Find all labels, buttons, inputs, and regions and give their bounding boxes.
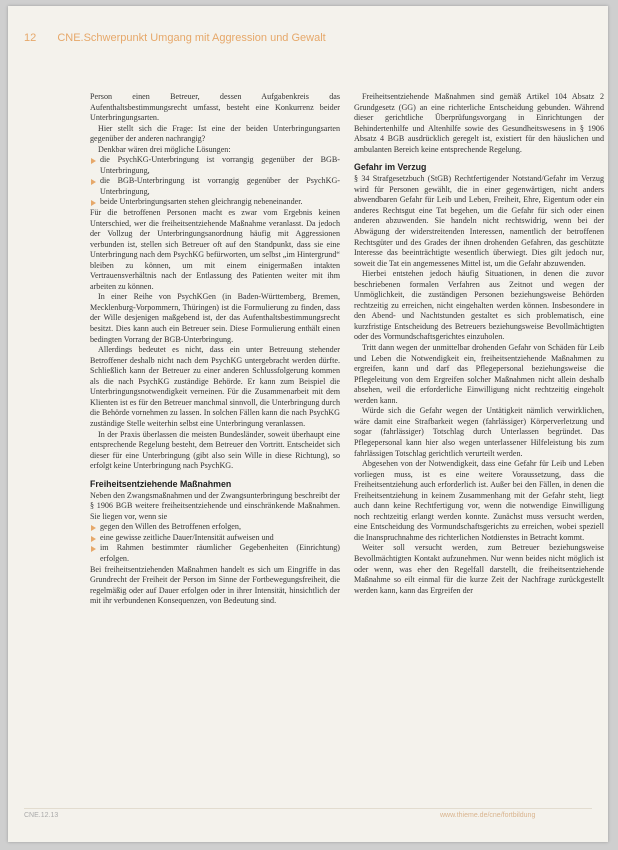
paragraph: Denkbar wären drei mögliche Lösungen: xyxy=(98,144,231,154)
paragraph: In der Praxis überlassen die meisten Bundesländer, soweit überhaupt eine entsprechende Regelung besteht, dem Betreuer den Vortritt. Entscheidet sich dieser für eine Unterbringung (gibt also sein Wille in diese Richtung), so erfolgt keine Unterbringung nach PsychKG. xyxy=(90,429,340,471)
list-item: im Rahmen bestimmter räumlicher Gegebenheiten (Einrichtung) erfolgen. xyxy=(100,543,340,563)
paragraph: In einer Reihe von PsychKGen (in Baden-Württemberg, Bremen, Mecklenburg-Vorpommern, Thüringen) ist die Formulierung zu finden, dass der Wille desjenigen maßgebend ist, der das Aufenthaltsbestimmungsrecht besitzt. Dies kann auch ein Betreuer sein. Diese Formulierung enthält einen bedingten Vorrang der BGB-Unterbringung. xyxy=(90,292,340,344)
paragraph: Weiter soll versucht werden, zum Betreuer beziehungsweise Bevollmächtigten Kontakt aufzunehmen. Nur wenn beides nicht möglich ist oder wenn, was eher den Regelfall darstellt, die freiheitsentziehende Maßnahme so eilt einmal für die kurze Zeit der Nachfrage zurückgestellt werden kann, kann das Ergreifen der xyxy=(354,543,604,595)
left-column xyxy=(90,92,340,607)
paragraph: Hierbei entstehen jedoch häufig Situationen, in denen die zuvor beschriebenen formalen Verfahren aus Zeitnot und wegen der Unmöglichkeit, die zuständigen Personen beziehungsweise Behörden rechtzeitig zu erreichen, nicht eingehalten werden können. Insbesondere in den Abend- und Nachtstunden gestaltet es sich problematisch, eine kurzfristige Entscheidung des Betreuers beziehungsweise Bevollmächtigten oder des Vormundschaftsgerichtes einzuholen. xyxy=(354,269,604,342)
paragraph: Allerdings bedeutet es nicht, dass ein unter Betreuung stehender Betroffener deshalb nicht nach dem PsychKG untergebracht werden dürfte. Schließlich kann der Betreuer zu einer anderen Schlussfolgerung kommen als die nach PsychKG zuständige Behörde. Er kann zum Beispiel die Unterbringungsnotwendigkeit verneinen. Für die Zusammenarbeit mit dem Klienten ist es für den Betreuer manchmal sinnvoll, die Unterbringung durch die Behörde vornehmen zu lassen. In solchen Fällen kann die nach PsychKG zuständige Stelle weiterhin selbst eine Unterbringung veranlassen. xyxy=(90,345,340,428)
list-item: eine gewisse zeitliche Dauer/Intensität aufweisen und xyxy=(100,533,340,544)
list-item: die PsychKG-Unterbringung ist vorrangig gegenüber der BGB-Unterbringung, xyxy=(100,155,340,175)
list-item: beide Unterbringungsarten stehen gleichrangig nebeneinander. xyxy=(100,197,340,208)
paragraph: Hier stellt sich die Frage: Ist eine der beiden Unterbringungsarten gegenüber der anderen nachrangig? xyxy=(90,123,340,144)
list-item: gegen den Willen des Betroffenen erfolgen, xyxy=(100,522,340,533)
paragraph: § 34 Strafgesetzbuch (StGB) Rechtfertigender Notstand/Gefahr im Verzug wird für Personen gewählt, die in einer gegenwärtigen, nicht anders abwendbaren Gefahr für Leib und Leben, Freiheit, Ehre, Eigentum oder ein anderes Rechtsgut eine Tat begehen, um die Gefahr für sich oder einen anderen abzuwenden. Sie handeln nicht rechtswidrig, wenn bei der Abwägung der widerstreitenden Interessen, namentlich der betroffenen Rechtsgüter und des Grades der ihnen drohenden Gefahren, das geschützte Interesse das beeinträchtigte wesentlich überwiegt. Dies gilt jedoch nur, soweit die Tat ein angemessenes Mittel ist, um die Gefahr abzuwenden. xyxy=(354,174,604,268)
paragraph: Würde sich die Gefahr wegen der Untätigkeit nämlich verwirklichen, wäre damit eine Strafbarkeit wegen (fahrlässiger) Körperverletzung und sogar (fahrlässiger) Totschlag durch Unterlassen begründet. Das Pflegepersonal kann hier also wegen unterlassener Hilfeleistung bis zum fahrlässigen Totschlag gerichtlich verurteilt werden. xyxy=(354,406,604,458)
bullet-list xyxy=(90,522,340,564)
paragraph: Für die betroffenen Personen macht es zwar vom Ergebnis keinen Unterschied, wer die freiheitsentziehende Maßnahme veranlasst. Da jedoch der Vollzug der Unterbringungsanordnung häufig mit Aggressionen verbunden ist, stellen sich Betreuer oft auf den Standpunkt, dass sie eine Unterbringung nach dem PsychKG befürworten, um selbst „im Hintergrund“ bleiben zu können, um mit einem einigermaßen intakten Vertrauensverhältnis nach der Entlassung des Patienten weiter mit ihm arbeiten zu können. xyxy=(90,208,340,291)
footer-url: www.thieme.de/cne/fortbildung xyxy=(440,812,536,819)
section-heading: Gefahr im Verzug xyxy=(354,162,427,173)
running-header xyxy=(24,32,424,48)
list-item: die BGB-Unterbringung ist vorrangig gegenüber der PsychKG-Unterbringung, xyxy=(100,176,340,196)
paragraph: Abgesehen von der Notwendigkeit, dass eine Gefahr für Leib und Leben vorliegen muss, ist es eine weitere Voraussetzung, dass die Freiheitsentziehung auch erforderlich ist. Außer bei den Fällen, in denen die Freiheitsentziehung in keinem Zusammenhang mit der Gefahr steht, liegt auch dann keine Rechtfertigung vor, wenn die notwendige Einwilligung noch rechtzeitig erlangt werden konnte. Zunächst muss versucht werden, eine Entscheidung des Vormundschaftsgerichts zu erreichen, wobei speziell die Inanspruchnahme des richterlichen Notdienstes in Betracht kommt. xyxy=(354,459,604,542)
header-title: CNE.Schwerpunkt Umgang mit Aggression und Gewalt xyxy=(57,32,326,44)
paragraph: Freiheitsentziehende Maßnahmen sind gemäß Artikel 104 Absatz 2 Grundgesetz (GG) an eine richterliche Entscheidung gebunden. Während dieser gerichtliche Überprüfungsvorgang in Einrichtungen der Behindertenhilfe und Altenhilfe sowie des Gesundheitswesens in § 1906 Absatz 4 BGB ausdrücklich geregelt ist, existiert für den häuslichen und ambulanten Bereich keine entsprechende Regelung. xyxy=(354,92,604,154)
paragraph: Person einen Betreuer, dessen Aufgabenkreis das Aufenthaltsbestimmungsrecht umfasst, besteht eine Konkurrenz beider Unterbringungsarten. xyxy=(90,92,340,123)
paragraph: Bei freiheitsentziehenden Maßnahmen handelt es sich um Eingriffe in das Grundrecht der Freiheit der Person im Sinne der Fortbewegungsfreiheit, die regelmäßig oder auf Dauer erfolgen oder in ihrer Intensität, hinsichtlich der mit ihr verbundenen Konsequenzen, von Bedeutung sind. xyxy=(90,564,340,606)
paragraph: Neben den Zwangsmaßnahmen und der Zwangsunterbringung beschreibt der § 1906 BGB weitere freiheitsentziehende und einschränkende Maßnahmen. Sie liegen vor, wenn sie xyxy=(90,490,340,521)
section-heading: Freiheitsentziehende Maßnahmen xyxy=(90,478,232,489)
right-column xyxy=(354,92,604,596)
footer-issue: CNE.12.13 xyxy=(24,812,59,819)
paragraph: Tritt dann wegen der unmittelbar drohenden Gefahr von Schäden für Leib und Leben die Notwendigkeit ein, freiheitsentziehende Maßnahmen zu ergreifen, kann und darf das Pflegepersonal beziehungsweise die Pflegeleitung von dem Ergreifen solcher Maßnahmen nicht allein deshalb absehen, weil die erforderliche Einwilligung nicht rechtzeitig eingeholt werden kann. xyxy=(354,343,604,405)
bullet-list xyxy=(90,155,340,208)
page-number: 12 xyxy=(24,32,37,44)
document-page xyxy=(8,6,608,842)
footer-rule xyxy=(24,808,592,809)
